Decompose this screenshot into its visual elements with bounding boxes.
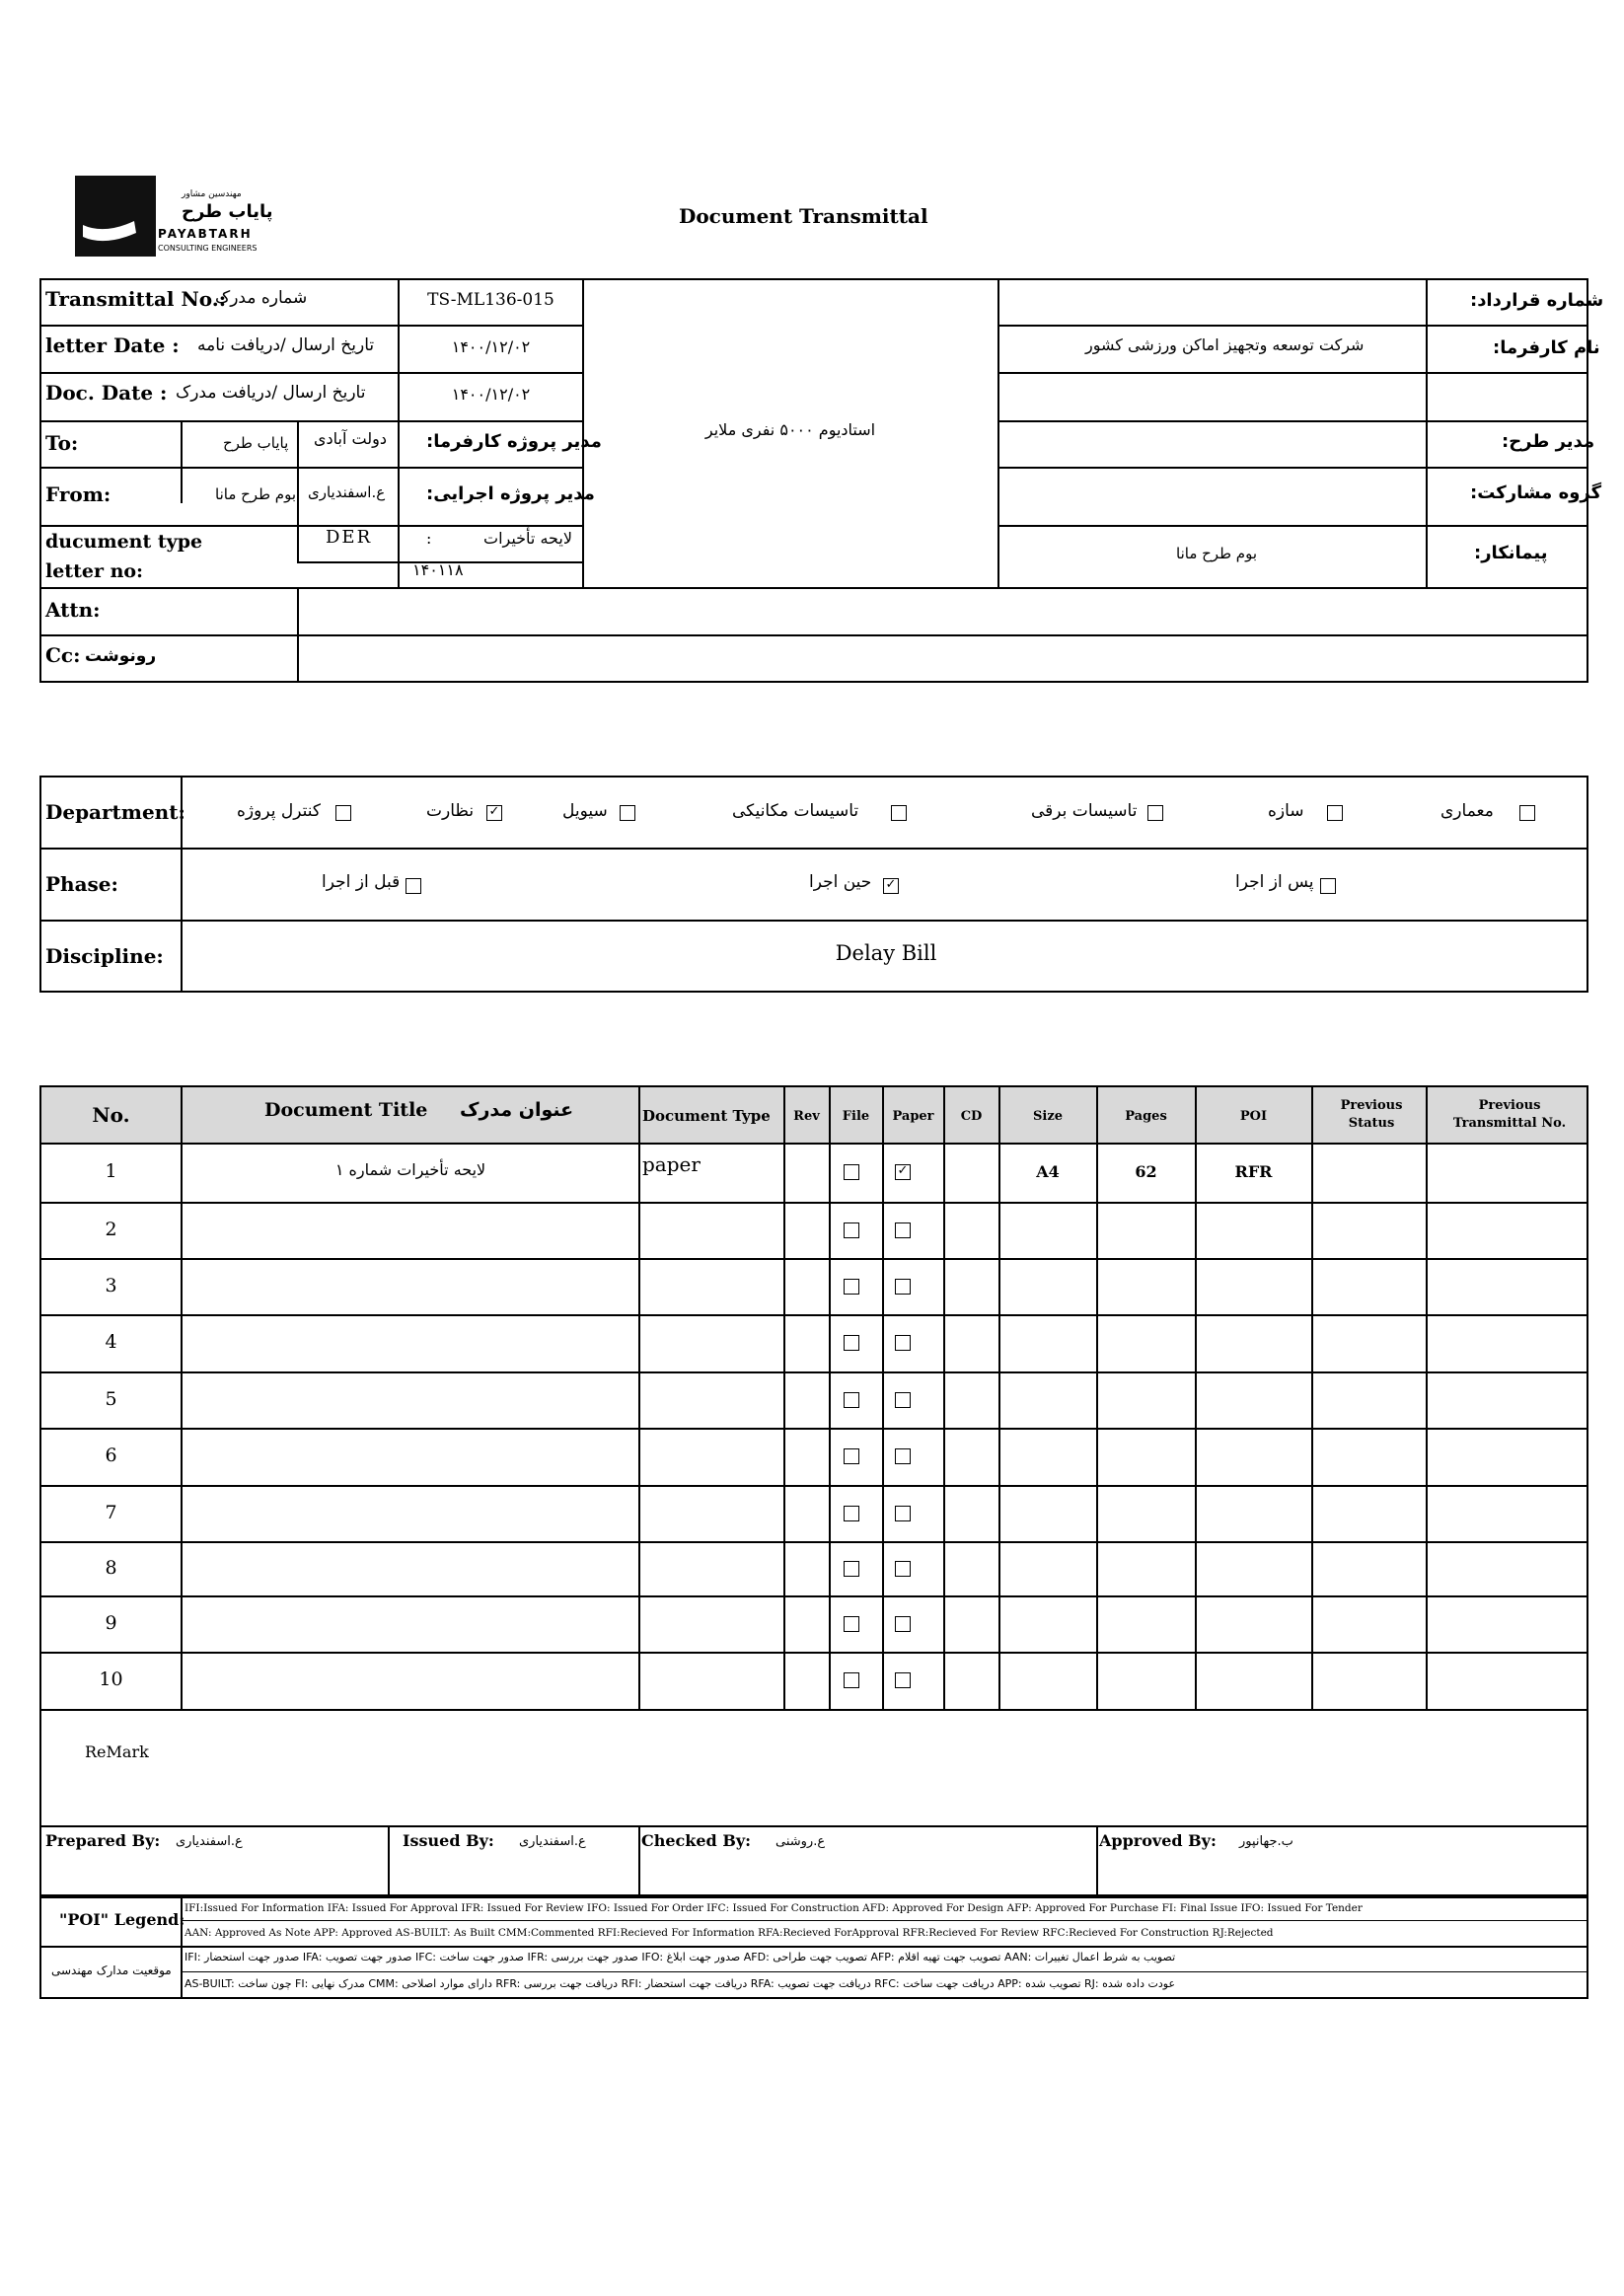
row-number: 2 xyxy=(105,1218,117,1240)
logo-text-en: PAYABTARH xyxy=(158,227,253,241)
row-file-checkbox[interactable] xyxy=(844,1506,859,1521)
client-label: نام کارفرما: xyxy=(1493,337,1600,358)
designer-label: مدیر طرح: xyxy=(1502,431,1595,452)
col-header-size: Size xyxy=(1033,1109,1063,1124)
department-option-label: سازه xyxy=(1268,801,1304,821)
transmittal-no-value: TS-ML136-015 xyxy=(427,290,554,310)
project-name: استادیوم ۵۰۰۰ نفری ملایر xyxy=(704,420,876,439)
letter-no-value: ۱۴۰۱۱۸ xyxy=(412,560,464,579)
phase-checkbox[interactable] xyxy=(406,878,421,894)
legend-line-1: IFI:Issued For Information IFA: Issued For Approval IFR: Issued For Review IFO: Issued For Order IFC: Issued For Construction AFD: Approved For Design AFP: Approved For Purchase FI: Final Issue IFO: Issued For Tender xyxy=(185,1902,1363,1914)
remark-label: ReMark xyxy=(85,1742,149,1761)
col-header-prev-transmittal: Previous Transmittal No. xyxy=(1452,1098,1567,1131)
department-option-label: تاسیسات مکانیکی xyxy=(732,801,859,821)
phase-option-label: پس از اجرا xyxy=(1235,872,1314,892)
row-paper-checkbox[interactable] xyxy=(895,1672,911,1688)
legend-fa-line-1: IFI: صدور جهت استحضار IFA: صدور جهت تصویب IFC: صدور جهت ساخت IFR: صدور جهت بررسی IFO: صدور جهت ابلاغ AFD: تصویب جهت طراحی AFP: تصویب جهت تهیه اقلام AAN: تصویب به شرط اعمال تغییرات xyxy=(185,1951,1176,1963)
row-paper-checkbox[interactable] xyxy=(895,1616,911,1632)
document-table xyxy=(39,1085,1588,1827)
col-header-cd: CD xyxy=(960,1109,983,1124)
department-checkbox[interactable] xyxy=(1327,805,1343,821)
transmittal-no-label: Transmittal No.: xyxy=(45,287,227,311)
row-paper-checkbox[interactable] xyxy=(895,1222,911,1238)
page-title: Document Transmittal xyxy=(679,204,928,228)
row-doc-type: paper xyxy=(642,1152,701,1176)
row-size: A4 xyxy=(1036,1162,1060,1181)
to-value: پایاب طرح xyxy=(223,434,289,452)
phase-checkbox[interactable]: ✓ xyxy=(883,878,899,894)
logo xyxy=(73,174,280,262)
row-paper-checkbox[interactable] xyxy=(895,1561,911,1577)
row-poi: RFR xyxy=(1234,1162,1273,1181)
doc-date-value: ۱۴۰۰/۱۲/۰۲ xyxy=(451,385,531,404)
approved-by-value: ب.جهانپور xyxy=(1239,1834,1293,1849)
prepared-by-value: ع.اسفندیاری xyxy=(176,1834,243,1849)
col-header-poi: POI xyxy=(1239,1109,1268,1124)
row-number: 3 xyxy=(105,1274,117,1296)
logo-text-fa-top: مهندسین مشاور xyxy=(182,189,242,199)
col-header-title-en: Document Title xyxy=(264,1099,428,1121)
from-value: بوم طرح مانا xyxy=(215,485,296,503)
row-number: 1 xyxy=(105,1160,117,1182)
department-checkbox[interactable] xyxy=(891,805,907,821)
letter-no-label: letter no: xyxy=(45,560,144,582)
department-checkbox[interactable]: ✓ xyxy=(486,805,502,821)
department-checkbox[interactable] xyxy=(620,805,635,821)
row-pages: 62 xyxy=(1135,1162,1157,1181)
contractor-label: پیمانکار: xyxy=(1474,543,1548,563)
to-person: دولت آبادی xyxy=(314,429,387,448)
letter-date-fa: تاریخ ارسال /دریافت نامه xyxy=(197,335,375,355)
row-file-checkbox[interactable] xyxy=(844,1448,859,1464)
department-option-label: سیویل xyxy=(562,801,608,821)
legend-fa-label: موقعیت مدارک مهندسی xyxy=(51,1963,172,1977)
row-paper-checkbox[interactable] xyxy=(895,1506,911,1521)
col-header-title-fa: عنوان مدرک xyxy=(460,1099,574,1121)
department-checkbox[interactable] xyxy=(1519,805,1535,821)
col-header-no: No. xyxy=(92,1103,130,1127)
client-value: شرکت توسعه وتجهیز اماکن ورزشی کشور xyxy=(1085,335,1365,354)
col-header-rev: Rev xyxy=(793,1109,820,1124)
contract-no-label: شماره قرارداد: xyxy=(1470,290,1604,311)
phase-option-label: حین اجرا xyxy=(809,872,872,892)
transmittal-no-fa: شماره مدرک xyxy=(215,288,308,308)
doc-type-colon: : xyxy=(426,529,432,548)
exec-pm-label: مدیر پروژه اجرایی: xyxy=(426,483,595,504)
discipline-label: Discipline: xyxy=(45,944,164,968)
contractor-value: بوم طرح مانا xyxy=(1176,545,1257,562)
row-file-checkbox[interactable] xyxy=(844,1222,859,1238)
row-paper-checkbox[interactable] xyxy=(895,1279,911,1295)
client-pm-label: مدیر پروژه کارفرما: xyxy=(426,431,602,452)
issued-by-value: ع.اسفندیاری xyxy=(519,1834,586,1849)
legend-fa-line-2: AS-BUILT: چون ساخت FI: مدرک نهایی CMM: دارای موارد اصلاحی RFR: دریافت جهت بررسی RFI: دریافت جهت استحضار RFA: دریافت جهت تصویب RFC: دریافت جهت ساخت APP: تصویب شده RJ: عودت داده شده xyxy=(185,1977,1176,1990)
prepared-by-label: Prepared By: xyxy=(45,1831,161,1850)
department-checkbox[interactable] xyxy=(1147,805,1163,821)
col-header-paper: Paper xyxy=(892,1109,934,1124)
row-number: 10 xyxy=(99,1668,123,1690)
from-label: From: xyxy=(45,482,111,506)
row-number: 7 xyxy=(105,1501,117,1523)
row-number: 8 xyxy=(105,1556,117,1579)
row-paper-checkbox[interactable] xyxy=(895,1335,911,1351)
department-option-label: نظارت xyxy=(426,801,475,821)
phase-label: Phase: xyxy=(45,872,118,896)
row-file-checkbox[interactable] xyxy=(844,1561,859,1577)
row-file-checkbox[interactable] xyxy=(844,1672,859,1688)
row-file-checkbox[interactable] xyxy=(844,1392,859,1408)
row-file-checkbox[interactable] xyxy=(844,1616,859,1632)
row-paper-checkbox[interactable] xyxy=(895,1448,911,1464)
phase-checkbox[interactable] xyxy=(1320,878,1336,894)
checked-by-value: ع.روشنی xyxy=(775,1834,826,1849)
department-option-label: کنترل پروژه xyxy=(237,801,321,821)
row-file-checkbox[interactable] xyxy=(844,1164,859,1180)
department-checkbox[interactable] xyxy=(335,805,351,821)
department-option-label: تاسیسات برقی xyxy=(1031,801,1138,821)
letter-date-value: ۱۴۰۰/۱۲/۰۲ xyxy=(451,337,531,356)
row-number: 9 xyxy=(105,1611,117,1634)
attn-label: Attn: xyxy=(45,598,101,622)
doc-type-label: ducument type xyxy=(45,531,203,553)
col-header-pages: Pages xyxy=(1125,1109,1167,1124)
row-number: 4 xyxy=(105,1331,117,1353)
discipline-value: Delay Bill xyxy=(835,941,937,965)
letter-date-label: letter Date : xyxy=(45,333,180,357)
checked-by-label: Checked By: xyxy=(641,1831,752,1850)
logo-sub-en: CONSULTING ENGINEERS xyxy=(158,244,258,253)
col-header-doc-type: Document Type xyxy=(642,1107,771,1125)
logo-text-fa: پایاب طرح xyxy=(182,201,273,222)
department-option-label: معماری xyxy=(1440,801,1494,821)
phase-option-label: قبل از اجرا xyxy=(322,872,401,892)
department-label: Department: xyxy=(45,800,185,824)
issued-by-label: Issued By: xyxy=(403,1831,494,1850)
doc-date-fa: تاریخ ارسال /دریافت مدرک xyxy=(176,383,366,403)
logo-mark xyxy=(75,176,156,257)
doc-date-label: Doc. Date : xyxy=(45,381,168,405)
poi-legend-label: "POI" Legend: xyxy=(59,1910,185,1929)
doc-type-fa: لایحه تأخیرات xyxy=(483,529,572,548)
partnership-label: گروه مشارکت: xyxy=(1470,482,1602,503)
row-title: لایحه تأخیرات شماره ۱ xyxy=(334,1160,486,1179)
cc-label: Cc: xyxy=(45,643,81,667)
col-header-file: File xyxy=(842,1109,870,1124)
row-file-checkbox[interactable] xyxy=(844,1335,859,1351)
approved-by-label: Approved By: xyxy=(1099,1831,1217,1850)
legend-line-2: AAN: Approved As Note APP: Approved AS-BUILT: As Built CMM:Commented RFI:Recieved For Information RFA:Recieved ForApproval RFR:Recieved For Review RFC:Recieved For Construction RJ:Rejected xyxy=(185,1927,1274,1939)
col-header-prev-status: Previous Status xyxy=(1340,1098,1403,1131)
cc-fa: رونوشت xyxy=(85,646,157,666)
row-number: 5 xyxy=(105,1387,117,1410)
from-person: ع.اسفندیاری xyxy=(308,483,386,501)
to-label: To: xyxy=(45,431,79,455)
row-file-checkbox[interactable] xyxy=(844,1279,859,1295)
row-paper-checkbox[interactable]: ✓ xyxy=(895,1164,911,1180)
doc-type-code: DER xyxy=(326,527,373,548)
row-number: 6 xyxy=(105,1444,117,1466)
row-paper-checkbox[interactable] xyxy=(895,1392,911,1408)
